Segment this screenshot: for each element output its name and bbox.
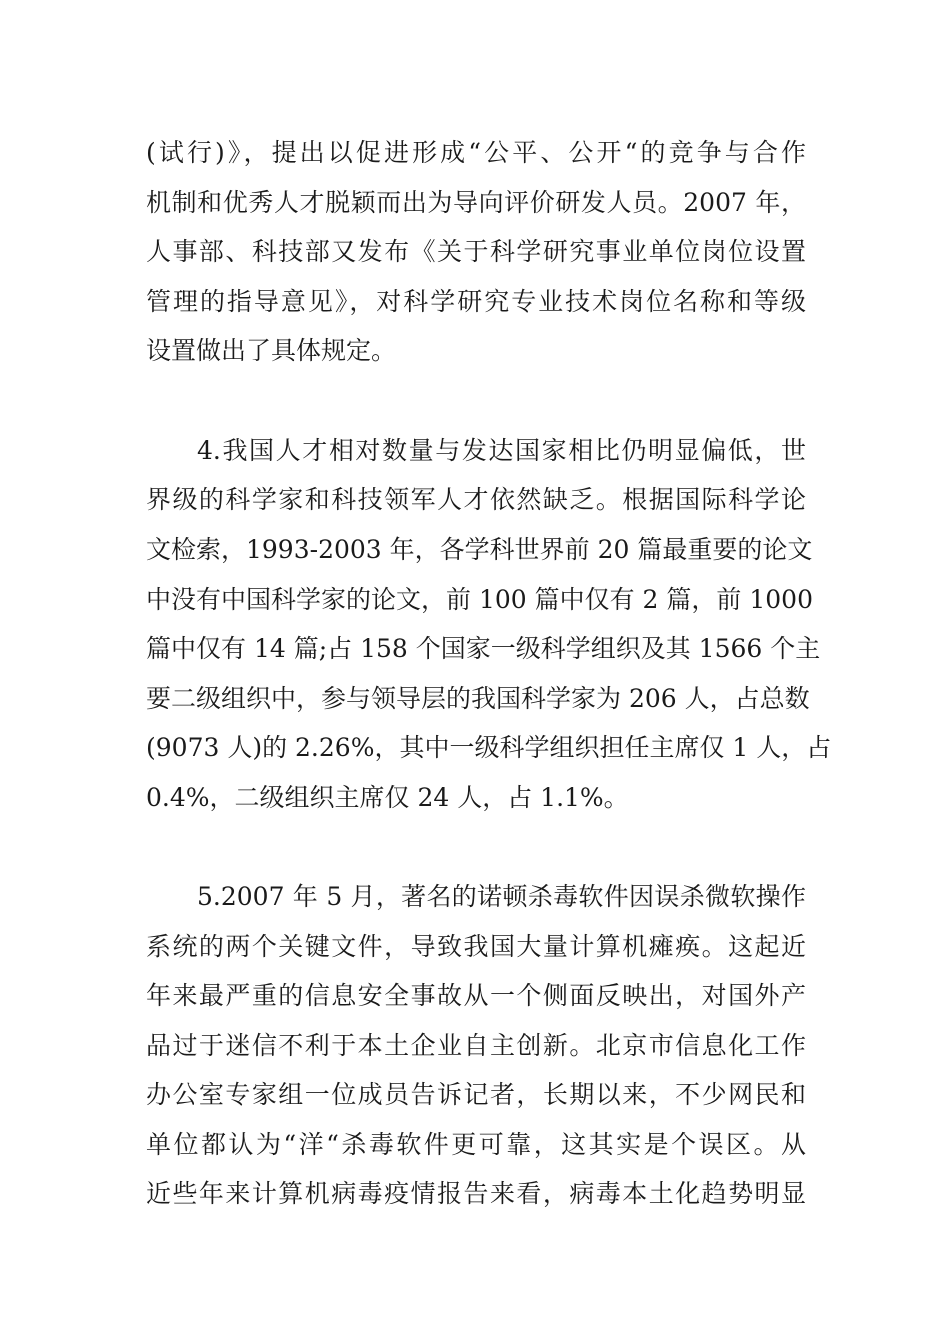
text-line: 年来最严重的信息安全事故从一个侧面反映出，对国外产 [146, 981, 806, 1010]
paragraph-first-line: 5.2007 年 5 月，著名的诺顿杀毒软件因误杀微软操作 [197, 882, 806, 911]
text-line: 界级的科学家和科技领军人才依然缺乏。根据国际科学论 [146, 485, 806, 514]
text-line: 设置做出了具体规定。 [146, 336, 397, 365]
text-line: 人事部、科技部又发布《关于科学研究事业单位岗位设置 [146, 237, 806, 266]
text-line: 文检索，1993-2003 年，各学科世界前 20 篇最重要的论文 [146, 535, 813, 564]
text-line: 单位都认为“洋“杀毒软件更可靠，这其实是个误区。从 [146, 1130, 806, 1159]
text-line: 办公室专家组一位成员告诉记者，长期以来，不少网民和 [146, 1080, 806, 1109]
text-line: 管理的指导意见》，对科学研究专业技术岗位名称和等级 [146, 287, 806, 316]
text-line: 近些年来计算机病毒疫情报告来看，病毒本土化趋势明显 [146, 1179, 806, 1208]
paragraph-first-line: 4.我国人才相对数量与发达国家相比仍明显偏低，世 [197, 436, 806, 465]
text-line: 要二级组织中，参与领导层的我国科学家为 206 人，占总数 [146, 684, 810, 713]
text-line: (9073 人)的 2.26%，其中一级科学组织担任主席仅 1 人，占 [146, 733, 832, 762]
text-line: 机制和优秀人才脱颖而出为导向评价研发人员。2007 年， [146, 188, 806, 217]
text-line: 0.4%，二级组织主席仅 24 人，占 1.1%。 [146, 783, 629, 812]
text-line: 篇中仅有 14 篇;占 158 个国家一级科学组织及其 1566 个主 [146, 634, 821, 663]
text-line: 中没有中国科学家的论文，前 100 篇中仅有 2 篇，前 1000 [146, 585, 813, 614]
text-line: 品过于迷信不利于本土企业自主创新。北京市信息化工作 [146, 1031, 806, 1060]
text-line: (试行)》，提出以促进形成“公平、公开“的竞争与合作 [146, 138, 806, 167]
text-line: 系统的两个关键文件，导致我国大量计算机瘫痪。这起近 [146, 932, 806, 961]
